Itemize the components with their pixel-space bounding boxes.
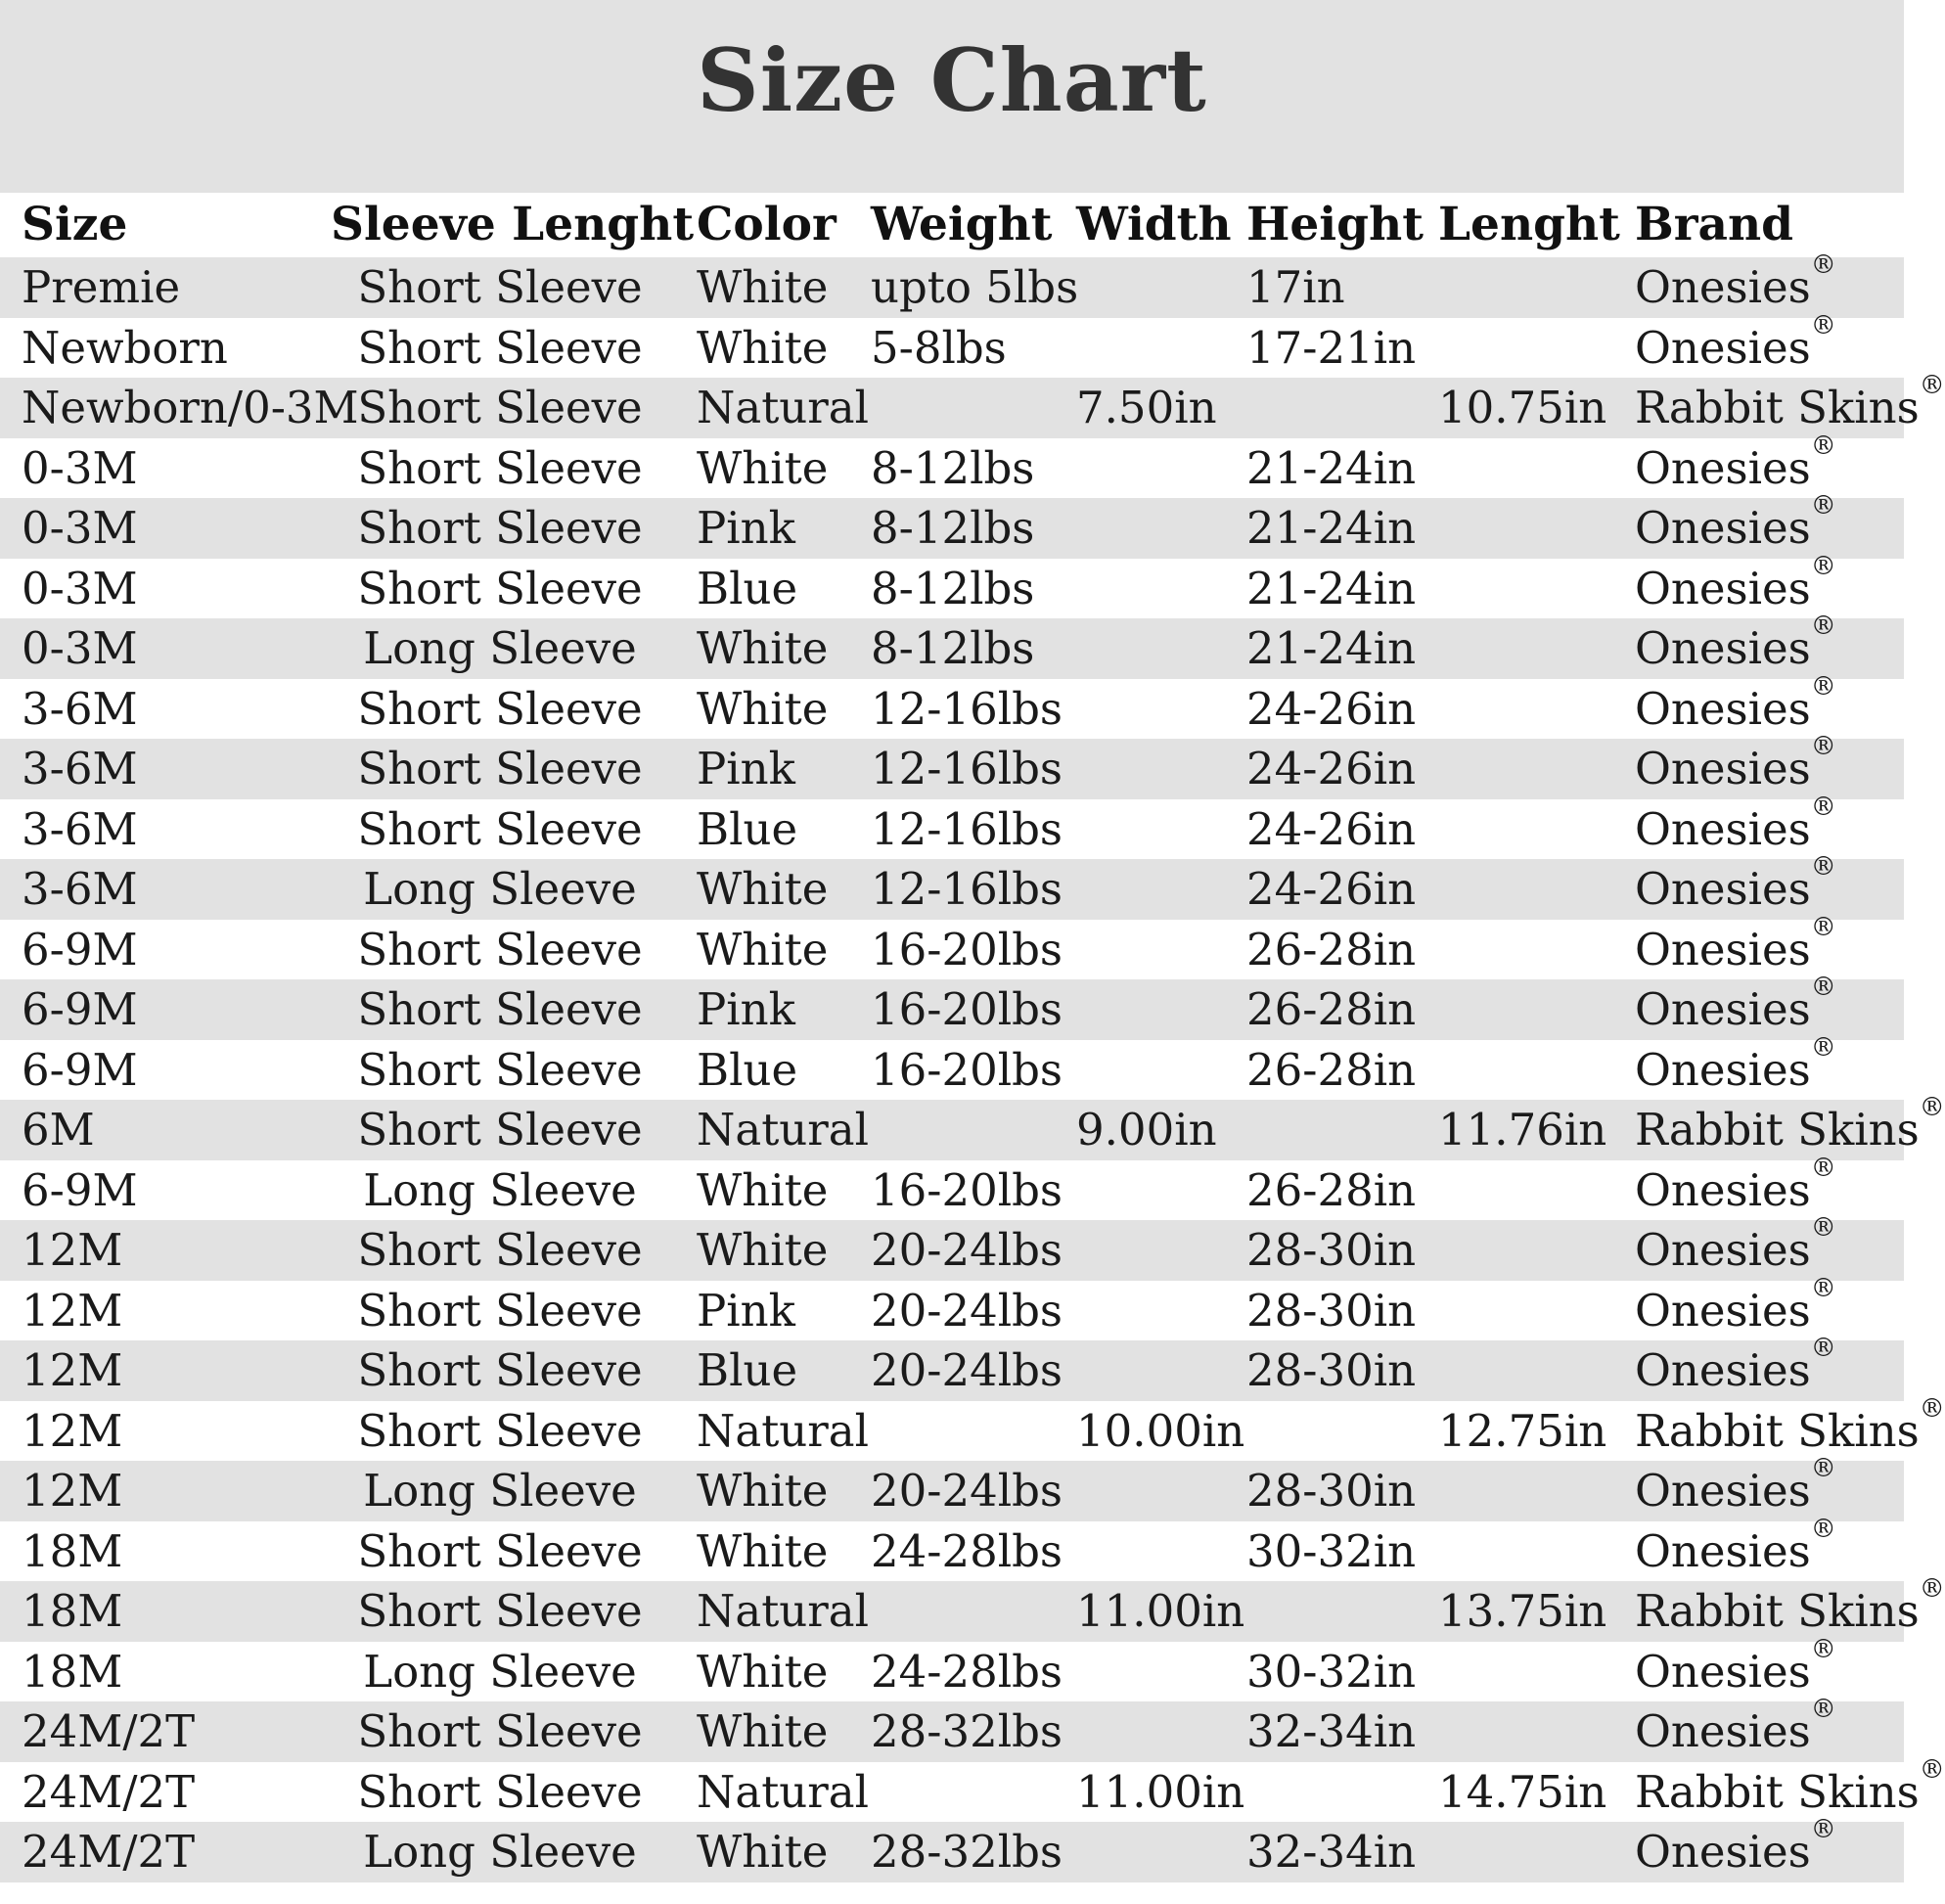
cell-color: Natural — [697, 1104, 870, 1156]
registered-trademark-mark: ® — [1810, 1213, 1836, 1243]
cell-size: 12M — [22, 1404, 123, 1457]
cell-weight: 20-24lbs — [871, 1224, 1063, 1276]
cell-weight: 28-32lbs — [871, 1705, 1063, 1757]
registered-trademark-mark: ® — [1810, 310, 1836, 340]
column-header-brand: Brand — [1635, 198, 1793, 251]
cell-brand: Onesies® — [1635, 250, 1836, 313]
registered-trademark-mark: ® — [1810, 1454, 1836, 1483]
cell-size: Premie — [22, 261, 181, 313]
cell-brand: Onesies® — [1635, 792, 1836, 855]
cell-length: 13.75in — [1438, 1585, 1607, 1637]
cell-color: White — [697, 1826, 829, 1878]
cell-size: 0-3M — [22, 502, 138, 554]
cell-color: White — [697, 863, 829, 915]
table-row — [0, 1093, 1945, 1160]
cell-width: 11.00in — [1076, 1765, 1245, 1818]
cell-color: Natural — [697, 382, 870, 433]
column-header-color: Color — [697, 198, 837, 251]
cell-width: 11.00in — [1076, 1585, 1245, 1637]
cell-sleeve: Short Sleeve — [357, 562, 643, 614]
cell-sleeve: Long Sleeve — [363, 622, 637, 674]
table-row — [0, 1032, 1904, 1101]
cell-sleeve: Short Sleeve — [357, 1404, 643, 1457]
cell-size: 6-9M — [22, 983, 138, 1035]
cell-sleeve: Short Sleeve — [357, 1524, 643, 1577]
cell-weight: 12-16lbs — [871, 682, 1063, 735]
cell-size: 18M — [22, 1645, 123, 1698]
cell-brand: Onesies® — [1635, 1273, 1836, 1337]
table-row — [0, 1815, 1904, 1882]
registered-trademark-mark: ® — [1810, 1153, 1836, 1183]
cell-height: 21-24in — [1246, 622, 1417, 674]
cell-size: 18M — [22, 1524, 123, 1577]
cell-brand: Onesies® — [1635, 1153, 1836, 1216]
table-row — [0, 612, 1904, 679]
cell-brand: Onesies® — [1635, 1634, 1836, 1698]
cell-size: 12M — [22, 1284, 123, 1337]
cell-sleeve: Long Sleeve — [363, 1163, 637, 1216]
cell-size: 3-6M — [22, 863, 138, 915]
cell-height: 28-30in — [1246, 1465, 1417, 1517]
cell-height: 28-30in — [1246, 1284, 1417, 1337]
cell-weight: 8-12lbs — [871, 502, 1035, 554]
cell-brand: Onesies® — [1635, 852, 1836, 915]
cell-color: White — [697, 1465, 829, 1517]
cell-color: Natural — [697, 1585, 870, 1637]
table-row — [0, 310, 1904, 379]
cell-color: White — [697, 1645, 829, 1698]
cell-height: 24-26in — [1246, 863, 1417, 915]
table-row — [0, 491, 1904, 559]
cell-weight: 16-20lbs — [871, 1163, 1063, 1216]
cell-length: 12.75in — [1438, 1404, 1607, 1457]
cell-height: 21-24in — [1246, 562, 1417, 614]
table-row — [0, 1695, 1904, 1762]
cell-brand: Onesies® — [1635, 1213, 1836, 1276]
cell-weight: 20-24lbs — [871, 1465, 1063, 1517]
cell-brand: Onesies® — [1635, 1695, 1836, 1757]
registered-trademark-mark: ® — [1810, 912, 1836, 942]
registered-trademark-mark: ® — [1810, 1514, 1836, 1544]
cell-sleeve: Short Sleeve — [357, 743, 643, 794]
cell-color: White — [697, 1224, 829, 1276]
cell-brand: Onesies® — [1635, 1454, 1836, 1517]
cell-height: 30-32in — [1246, 1524, 1417, 1577]
table-header-row — [0, 193, 1904, 257]
cell-sleeve: Long Sleeve — [363, 1645, 637, 1698]
cell-sleeve: Long Sleeve — [363, 1465, 637, 1517]
cell-color: Blue — [697, 802, 798, 855]
cell-sleeve: Short Sleeve — [357, 1104, 643, 1156]
cell-color: White — [697, 1524, 829, 1577]
cell-height: 24-26in — [1246, 802, 1417, 855]
cell-sleeve: Short Sleeve — [357, 923, 643, 975]
cell-color: Pink — [697, 743, 795, 794]
registered-trademark-mark: ® — [1810, 250, 1836, 280]
column-header-width: Width — [1076, 198, 1232, 251]
cell-color: Pink — [697, 502, 795, 554]
size-table — [0, 193, 1945, 1882]
cell-length: 11.76in — [1438, 1104, 1607, 1156]
table-row — [0, 792, 1904, 860]
size-table-body — [0, 250, 1945, 1882]
cell-height: 26-28in — [1246, 983, 1417, 1035]
column-header-length: Lenght — [1438, 198, 1620, 251]
table-row — [0, 1754, 1945, 1823]
cell-weight: 16-20lbs — [871, 1043, 1063, 1096]
cell-size: 18M — [22, 1585, 123, 1637]
cell-weight: 16-20lbs — [871, 983, 1063, 1035]
registered-trademark-mark: ® — [1810, 1273, 1836, 1303]
table-row — [0, 431, 1904, 499]
cell-size: 3-6M — [22, 743, 138, 794]
cell-size: 12M — [22, 1224, 123, 1276]
cell-brand: Onesies® — [1635, 491, 1836, 554]
column-header-size: Size — [22, 198, 128, 251]
cell-size: Newborn — [22, 321, 228, 374]
registered-trademark-mark: ® — [1810, 491, 1836, 521]
cell-sleeve: Short Sleeve — [357, 983, 643, 1035]
cell-size: 12M — [22, 1465, 123, 1517]
cell-color: White — [697, 1705, 829, 1757]
table-row — [0, 732, 1904, 799]
cell-size: 3-6M — [22, 682, 138, 735]
cell-sleeve: Short Sleeve — [357, 682, 643, 735]
registered-trademark-mark: ® — [1810, 612, 1836, 641]
column-header-height: Height — [1246, 198, 1424, 251]
cell-width: 7.50in — [1076, 382, 1217, 433]
cell-width: 9.00in — [1076, 1104, 1217, 1156]
cell-brand: Onesies® — [1635, 912, 1836, 975]
cell-brand: Onesies® — [1635, 310, 1836, 374]
cell-color: White — [697, 441, 829, 494]
cell-length: 14.75in — [1438, 1765, 1607, 1818]
registered-trademark-mark: ® — [1919, 1093, 1945, 1122]
table-row — [0, 1213, 1904, 1281]
table-row — [0, 371, 1945, 438]
cell-color: Pink — [697, 983, 795, 1035]
cell-color: White — [697, 622, 829, 674]
cell-sleeve: Long Sleeve — [363, 1826, 637, 1878]
table-row — [0, 1454, 1904, 1521]
cell-color: Blue — [697, 1043, 798, 1096]
registered-trademark-mark: ® — [1810, 1634, 1836, 1664]
cell-weight: 5-8lbs — [871, 321, 1007, 374]
table-row — [0, 1393, 1945, 1462]
registered-trademark-mark: ® — [1810, 431, 1836, 461]
cell-brand: Rabbit Skins® — [1635, 1574, 1945, 1637]
table-row — [0, 1514, 1904, 1582]
cell-brand: Onesies® — [1635, 612, 1836, 674]
table-row — [0, 1634, 1904, 1702]
cell-sleeve: Short Sleeve — [357, 1284, 643, 1337]
cell-sleeve: Short Sleeve — [357, 502, 643, 554]
cell-brand: Rabbit Skins® — [1635, 1093, 1945, 1156]
cell-height: 24-26in — [1246, 743, 1417, 794]
cell-brand: Onesies® — [1635, 551, 1836, 614]
cell-weight: 20-24lbs — [871, 1344, 1063, 1396]
cell-sleeve: Short Sleeve — [357, 1344, 643, 1396]
cell-sleeve: Short Sleeve — [357, 321, 643, 374]
cell-color: White — [697, 261, 829, 313]
cell-size: 6-9M — [22, 1163, 138, 1216]
cell-size: 24M/2T — [22, 1826, 196, 1878]
cell-brand: Onesies® — [1635, 1334, 1836, 1396]
cell-size: 12M — [22, 1344, 123, 1396]
registered-trademark-mark: ® — [1919, 1574, 1945, 1604]
cell-sleeve: Short Sleeve — [357, 802, 643, 855]
cell-size: 3-6M — [22, 802, 138, 855]
column-header-sleeve-length: Sleeve Lenght — [331, 198, 695, 251]
cell-weight: 24-28lbs — [871, 1645, 1063, 1698]
registered-trademark-mark: ® — [1919, 371, 1945, 400]
cell-size: 6M — [22, 1104, 95, 1156]
registered-trademark-mark: ® — [1810, 732, 1836, 761]
table-row — [0, 1273, 1904, 1341]
cell-color: White — [697, 682, 829, 735]
cell-brand: Onesies® — [1635, 1514, 1836, 1577]
cell-size: 6-9M — [22, 1043, 138, 1096]
cell-height: 26-28in — [1246, 1043, 1417, 1096]
registered-trademark-mark: ® — [1810, 973, 1836, 1002]
cell-height: 28-30in — [1246, 1344, 1417, 1396]
cell-sleeve: Long Sleeve — [363, 863, 637, 915]
cell-size: 0-3M — [22, 441, 138, 494]
cell-color: White — [697, 923, 829, 975]
cell-size: 24M/2T — [22, 1765, 196, 1818]
cell-color: White — [697, 321, 829, 374]
column-header-weight: Weight — [871, 198, 1053, 251]
registered-trademark-mark: ® — [1810, 671, 1836, 702]
registered-trademark-mark: ® — [1810, 1695, 1836, 1724]
table-row — [0, 1153, 1904, 1221]
registered-trademark-mark: ® — [1810, 1815, 1836, 1844]
cell-brand: Onesies® — [1635, 732, 1836, 794]
cell-sleeve: Short Sleeve — [357, 1043, 643, 1096]
cell-weight: 16-20lbs — [871, 923, 1063, 975]
cell-sleeve: Short Sleeve — [357, 1585, 643, 1637]
cell-size: 0-3M — [22, 622, 138, 674]
cell-height: 24-26in — [1246, 682, 1417, 735]
cell-size: 0-3M — [22, 562, 138, 614]
cell-brand: Onesies® — [1635, 1815, 1836, 1878]
cell-brand: Onesies® — [1635, 1032, 1836, 1096]
registered-trademark-mark: ® — [1810, 852, 1836, 882]
cell-weight: 12-16lbs — [871, 743, 1063, 794]
cell-color: White — [697, 1163, 829, 1216]
cell-weight: 8-12lbs — [871, 562, 1035, 614]
table-row — [0, 1574, 1945, 1642]
cell-width: 10.00in — [1076, 1404, 1245, 1457]
title-band — [0, 0, 1904, 193]
cell-height: 32-34in — [1246, 1705, 1417, 1757]
cell-color: Blue — [697, 562, 798, 614]
cell-size: 24M/2T — [22, 1705, 196, 1757]
cell-height: 21-24in — [1246, 441, 1417, 494]
cell-brand: Rabbit Skins® — [1635, 1754, 1945, 1818]
cell-height: 28-30in — [1246, 1224, 1417, 1276]
cell-color: Natural — [697, 1404, 870, 1457]
table-row — [0, 551, 1904, 619]
cell-sleeve: Short Sleeve — [357, 1705, 643, 1757]
registered-trademark-mark: ® — [1919, 1754, 1945, 1785]
table-row — [0, 852, 1904, 920]
cell-sleeve: Short Sleeve — [357, 382, 643, 433]
cell-height: 26-28in — [1246, 1163, 1417, 1216]
cell-weight: 12-16lbs — [871, 802, 1063, 855]
cell-height: 21-24in — [1246, 502, 1417, 554]
registered-trademark-mark: ® — [1919, 1393, 1945, 1424]
cell-length: 10.75in — [1438, 382, 1607, 433]
cell-weight: 8-12lbs — [871, 622, 1035, 674]
cell-sleeve: Short Sleeve — [357, 1765, 643, 1818]
cell-color: Pink — [697, 1284, 795, 1337]
cell-brand: Rabbit Skins® — [1635, 1393, 1945, 1457]
cell-weight: upto 5lbs — [871, 261, 1079, 313]
cell-height: 17-21in — [1246, 321, 1417, 374]
cell-sleeve: Short Sleeve — [357, 261, 643, 313]
cell-sleeve: Short Sleeve — [357, 1224, 643, 1276]
table-row — [0, 973, 1904, 1040]
registered-trademark-mark: ® — [1810, 792, 1836, 822]
cell-size: Newborn/0-3M — [22, 382, 359, 433]
cell-brand: Rabbit Skins® — [1635, 371, 1945, 433]
cell-weight: 24-28lbs — [871, 1524, 1063, 1577]
registered-trademark-mark: ® — [1810, 1032, 1836, 1063]
page-title: Size Chart — [697, 29, 1207, 131]
cell-size: 6-9M — [22, 923, 138, 975]
registered-trademark-mark: ® — [1810, 551, 1836, 581]
table-row — [0, 671, 1904, 740]
cell-height: 17in — [1246, 261, 1345, 313]
cell-weight: 20-24lbs — [871, 1284, 1063, 1337]
cell-brand: Onesies® — [1635, 431, 1836, 494]
table-row — [0, 1334, 1904, 1401]
registered-trademark-mark: ® — [1810, 1334, 1836, 1363]
cell-height: 30-32in — [1246, 1645, 1417, 1698]
cell-color: Blue — [697, 1344, 798, 1396]
cell-height: 26-28in — [1246, 923, 1417, 975]
cell-color: Natural — [697, 1765, 870, 1818]
cell-height: 32-34in — [1246, 1826, 1417, 1878]
cell-weight: 12-16lbs — [871, 863, 1063, 915]
table-row — [0, 250, 1904, 318]
cell-weight: 28-32lbs — [871, 1826, 1063, 1878]
cell-brand: Onesies® — [1635, 973, 1836, 1035]
table-row — [0, 912, 1904, 980]
cell-sleeve: Short Sleeve — [357, 441, 643, 494]
cell-brand: Onesies® — [1635, 671, 1836, 735]
cell-weight: 8-12lbs — [871, 441, 1035, 494]
